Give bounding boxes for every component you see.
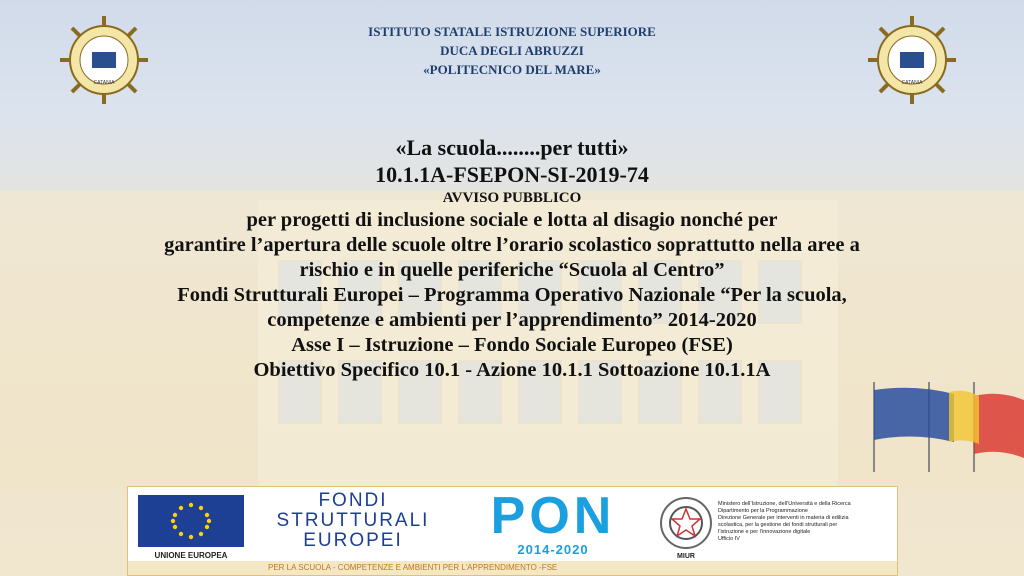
institute-name: ISTITUTO STATALE ISTRUZIONE SUPERIORE [368,24,656,39]
eu-flag-icon [138,495,244,547]
fondi-strutturali-logo [268,491,438,551]
miur-text-line: Ufficio IV [718,536,740,542]
project-title: «La scuola........per tutti» [395,135,629,160]
miur-text-line: Direzione Generale per interventi in materia di edilizia [718,515,849,521]
miur-description [718,501,893,543]
miur-text-line: Ministero dell’Istruzione, dell’Università e della Ricerca [718,501,851,507]
institute-header [0,22,1024,79]
fondi-line: FONDI [318,490,388,511]
notice-label: AVVISO PUBBLICO [442,190,582,206]
notice-line: rischio e in quelle periferiche “Scuola al Centro” [299,259,725,281]
notice-line: Fondi Strutturali Europei – Programma Operativo Nazionale “Per la scuola, [177,284,847,306]
fondi-line: STRUTTURALI [276,510,430,531]
miur-text-line: l’istruzione e per l’innovazione digitale [718,529,811,535]
institute-subname: DUCA DEGLI ABRUZZI [440,43,584,58]
notice-line: garantire l’apertura delle scuole oltre l’orario scolastico soprattutto nella aree a [164,234,860,256]
notice-line: Asse I – Istruzione – Fondo Sociale Europeo (FSE) [291,334,733,356]
eu-label: UNIONE EUROPEA [154,551,228,560]
svg-text:CATANIA: CATANIA [93,80,115,86]
project-code: 10.1.1A-FSEPON-SI-2019-74 [375,162,649,187]
miur-text-line: scolastica, per la gestione dei fondi strutturali per [718,522,838,528]
notice-body [60,134,964,383]
funding-banner [127,486,898,576]
notice-line: competenze e ambienti per l’apprendimento” 2014-2020 [267,309,757,331]
institute-nickname: «POLITECNICO DEL MARE» [423,62,601,77]
miur-label: MIUR [677,553,695,560]
italian-emblem-icon [660,497,712,549]
svg-text:CATANIA: CATANIA [901,80,923,86]
notice-line: per progetti di inclusione sociale e lotta al disagio nonché per [246,209,778,231]
flags-icon [854,382,1024,472]
banner-footer: PER LA SCUOLA - COMPETENZE E AMBIENTI PER L’APPRENDIMENTO -FSE [128,561,897,575]
notice-line: Obiettivo Specifico 10.1 - Azione 10.1.1 Sottoazione 10.1.1A [253,359,771,381]
pon-logo: PON [490,487,616,545]
pon-years: 2014-2020 [517,542,589,557]
fondi-line: EUROPEI [303,530,403,551]
miur-text-line: Dipartimento per la Programmazione [718,508,808,514]
